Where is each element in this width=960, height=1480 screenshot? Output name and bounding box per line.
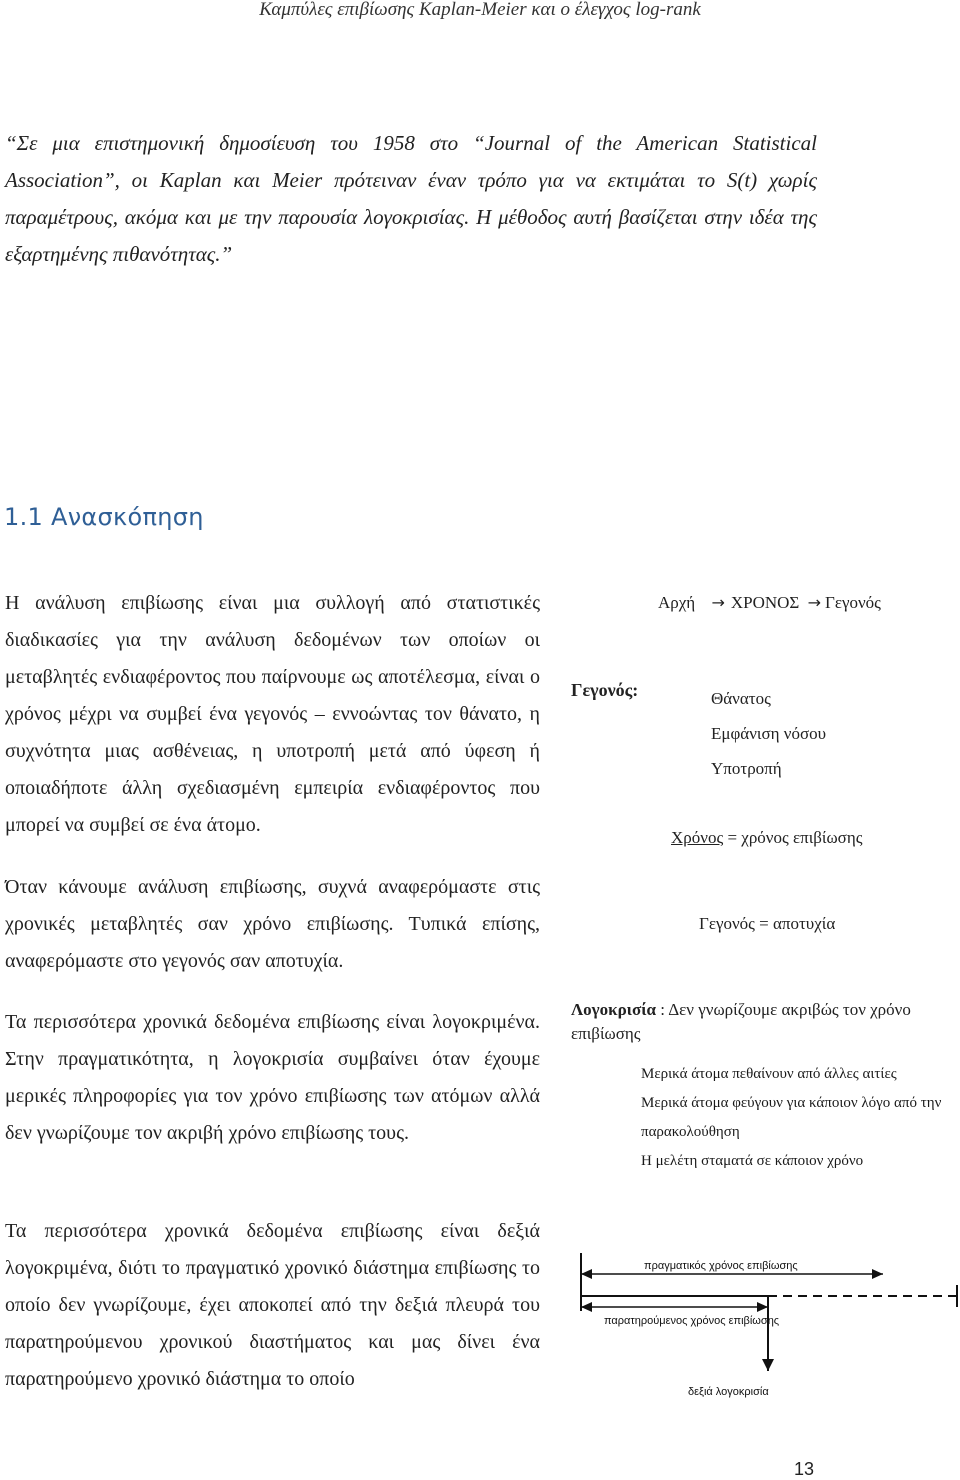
arrow-left-icon	[581, 1269, 592, 1279]
arrow-right-icon: →	[711, 593, 725, 612]
censoring-diagram	[578, 1245, 960, 1405]
observed-interval-label: παρατηρούμενος χρόνος επιβίωσης	[604, 1315, 780, 1327]
list-item: Η μελέτη σταματά σε κάποιον χρόνο	[641, 1153, 864, 1169]
intro-quote: “Σε μια επιστημονική δημοσίευση του 1958 στο “Journal of the American Statistical Association”, οι Kaplan και Meier πρότειναν έναν τρόπο για να εκτιμάται το S(t) χωρίς παραμέτρους, ακόμα και με την παρουσία λογοκρισίας. Η μέθοδος αυτή βασίζεται στην ιδέα της εξαρτημένης πιθανότητας.”	[5, 131, 817, 266]
event-item: Εμφάνιση νόσου	[711, 724, 827, 743]
event-list	[711, 681, 826, 786]
censoring-def-rest: : Δεν γνωρίζουμε ακριβώς τον χρόνο επιβίωσης	[571, 1000, 911, 1043]
timeline-start: Αρχή	[658, 593, 696, 612]
time-term: Χρόνος	[671, 828, 724, 847]
censoring-term: Λογοκρισία	[571, 1000, 656, 1019]
censoring-reasons	[641, 1060, 959, 1176]
event-item: Θάνατος	[711, 689, 771, 708]
arrow-right-icon	[872, 1269, 883, 1279]
timeline-middle: ΧΡΟΝΟΣ	[730, 593, 800, 612]
time-def-rest: = χρόνος επιβίωσης	[723, 828, 863, 847]
event-label: Γεγονός:	[571, 680, 639, 700]
paragraph-definition: Η ανάλυση επιβίωσης είναι μια συλλογή από στατιστικές διαδικασίες για την ανάλυση δεδομένων των οποίων οι μεταβλητές ενδιαφέροντος που παίρνουμε ως αποτέλεσμα, είναι ο χρόνος μέχρι να συμβεί ένα γεγονός – εννοώντας τον θάνατο, η συχνότητα μιας ασθένειας, η υποτροπή μετά από ύφεση ή οποιαδήποτε άλλη σχεδιασμένη εμπειρία ενδιαφέροντος που μπορεί να συμβεί σε ένα άτομο.	[5, 592, 540, 836]
section-heading: 1.1 Ανασκόπηση	[4, 503, 204, 531]
list-item: Μερικά άτομα πεθαίνουν από άλλες αιτίες	[641, 1066, 897, 1082]
right-censoring-label: δεξιά λογοκρισία	[688, 1386, 769, 1398]
censoring-definition	[571, 998, 951, 1046]
arrow-right-icon: →	[807, 593, 821, 612]
time-definition	[671, 828, 862, 848]
arrow-right-icon	[757, 1302, 768, 1312]
running-header: Καμπύλες επιβίωσης Kaplan-Meier και ο έλεγχος log-rank	[259, 0, 701, 20]
paragraph-censoring: Τα περισσότερα χρονικά δεδομένα επιβίωσης είναι λογοκριμένα. Στην πραγματικότητα, η λογοκρισία συμβαίνει όταν έχουμε μερικές πληροφορίες για τον χρόνο επιβίωσης των ατόμων αλλά δεν γνωρίζουμε τον ακριβή χρόνο επιβίωσης τους.	[5, 1011, 540, 1144]
arrow-left-icon	[581, 1302, 592, 1312]
event-item: Υποτροπή	[711, 759, 782, 778]
event-definition: Γεγονός = αποτυχία	[699, 914, 836, 933]
page-number: 13	[794, 1459, 815, 1479]
timeline-end: Γεγονός	[824, 593, 881, 612]
arrow-down-icon	[762, 1359, 774, 1371]
paragraph-right-censoring: Τα περισσότερα χρονικά δεδομένα επιβίωσης είναι δεξιά λογοκριμένα, διότι το πραγματικό χρονικό διάστημα επιβίωσης το οποίο δεν γνωρίζουμε, έχει αποκοπεί από την δεξιά πλευρά του παρατηρούμενου χρονικού διαστήματος και μας δίνει ένα παρατηρούμενο χρονικό διάστημα το οποίο	[5, 1220, 540, 1390]
paragraph-failure: Όταν κάνουμε ανάλυση επιβίωσης, συχνά αναφερόμαστε στις χρονικές μεταβλητές σαν χρόνο επιβίωσης. Τυπικά επίσης, αναφερόμαστε στο γεγονός σαν αποτυχία.	[5, 876, 540, 972]
true-interval-label: πραγματικός χρόνος επιβίωσης	[644, 1260, 798, 1272]
timeline-caption	[658, 593, 881, 613]
list-item: Μερικά άτομα φεύγουν για κάποιον λόγο από την παρακολούθηση	[641, 1095, 942, 1140]
